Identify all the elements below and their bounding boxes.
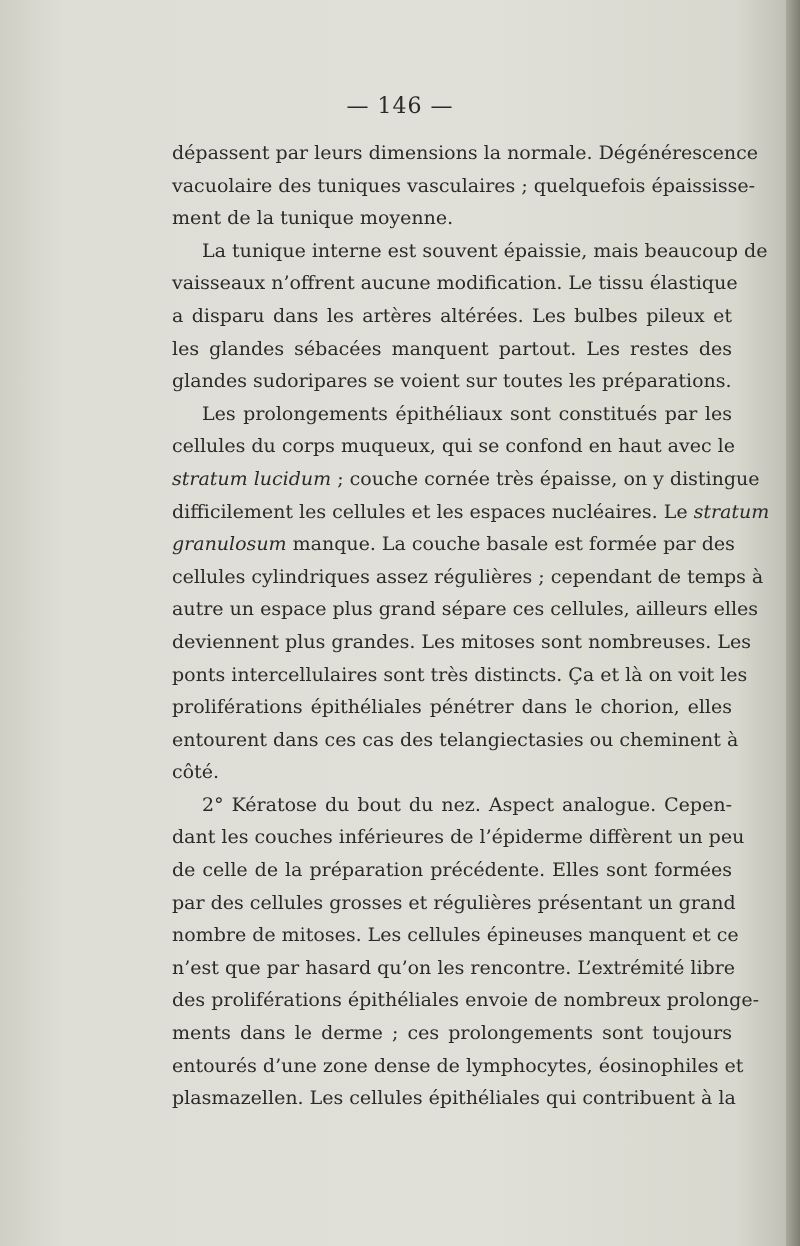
text-line (172, 593, 759, 626)
text-line (172, 952, 736, 985)
text-span: n’est que par hasard qu’on les rencontre. L’extrémité libre (172, 956, 736, 979)
text-line (172, 1082, 736, 1115)
text-span: proliférations épithéliales pénétrer dans le chorion, elles (172, 696, 732, 719)
text-span: les glandes sébacées manquent partout. Les restes des (172, 337, 732, 360)
text-line (172, 496, 770, 529)
text-span: autre un espace plus grand sépare ces cellules, ailleurs elles (172, 598, 759, 621)
text-line (172, 463, 760, 496)
text-span: ment de la tunique moyenne. (172, 207, 454, 230)
text-line (172, 235, 768, 268)
text-line (172, 887, 736, 920)
text-span: vacuolaire des tuniques vasculaires ; quelquefois épaississe- (172, 174, 756, 197)
text-span: plasmazellen. Les cellules épithéliales qui contribuent à la (172, 1087, 736, 1110)
italic-term: stratum (693, 500, 770, 523)
text-line (172, 137, 759, 170)
text-span: de celle de la préparation précédente. Elles sont formées (172, 859, 732, 882)
text-line (172, 854, 732, 887)
text-line (172, 919, 739, 952)
text-line (172, 333, 732, 366)
text-span: Les prolongements épithéliaux sont constitués par les (202, 402, 732, 425)
text-span: 2° Kératose du bout du nez. Aspect analogue. Cepen- (202, 793, 732, 816)
italic-term: granulosum (172, 533, 287, 556)
text-span: glandes sudoripares se voient sur toutes les préparations. (172, 370, 732, 393)
text-span: dépassent par leurs dimensions la normale. Dégénérescence (172, 142, 759, 164)
text-line (172, 984, 759, 1017)
text-span: cellules cylindriques assez régulières ; cependant de temps à (172, 565, 764, 588)
text-line (172, 170, 756, 203)
text-line (172, 528, 735, 561)
page-edge (786, 0, 800, 1246)
text-line (172, 691, 732, 724)
text-span: a disparu dans les artères altérées. Les bulbes pileux et (172, 304, 732, 327)
text-line (172, 365, 732, 398)
text-line (172, 561, 764, 594)
text-line (172, 267, 738, 300)
text-span: par des cellules grosses et régulières présentant un grand (172, 891, 736, 914)
text-line (172, 659, 748, 692)
text-span: ponts intercellulaires sont très distincts. Ça et là on voit les (172, 663, 748, 686)
text-span: des proliférations épithéliales envoie de nombreux prolonge- (172, 989, 759, 1012)
text-span: difficilement les cellules et les espaces nucléaires. Le (172, 500, 694, 523)
body-text (172, 137, 770, 1115)
text-line (172, 398, 732, 431)
text-line (172, 789, 732, 822)
text-line (172, 626, 751, 659)
text-span: côté. (172, 761, 219, 784)
text-span: deviennent plus grandes. Les mitoses sont nombreuses. Les (172, 630, 751, 653)
text-span: ments dans le derme ; ces prolongements sont toujours (172, 1022, 732, 1045)
text-span: ; couche cornée très épaisse, on y distingue (331, 467, 760, 490)
text-line (172, 724, 739, 757)
text-line (172, 430, 735, 463)
text-span: cellules du corps muqueux, qui se confond en haut avec le (172, 435, 735, 458)
text-line (172, 756, 732, 789)
text-span: manque. La couche basale est formée par des (286, 533, 735, 556)
page-number: — 146 — (346, 94, 454, 119)
text-line (172, 821, 745, 854)
text-span: entourent dans ces cas des telangiectasies ou cheminent à (172, 728, 739, 751)
text-span: vaisseaux n’offrent aucune modification. Le tissu élastique (172, 272, 738, 295)
text-span: nombre de mitoses. Les cellules épineuses manquent et ce (172, 924, 739, 947)
text-span: entourés d’une zone dense de lymphocytes, éosinophiles et (172, 1054, 744, 1077)
text-line (172, 202, 732, 235)
italic-term: stratum lucidum (172, 467, 332, 490)
text-line (172, 300, 732, 333)
text-line (172, 1017, 732, 1050)
text-line (172, 1050, 744, 1083)
text-span: La tunique interne est souvent épaissie, mais beaucoup de (202, 239, 768, 262)
text-span: dant les couches inférieures de l’épiderme diffèrent un peu (172, 826, 745, 849)
